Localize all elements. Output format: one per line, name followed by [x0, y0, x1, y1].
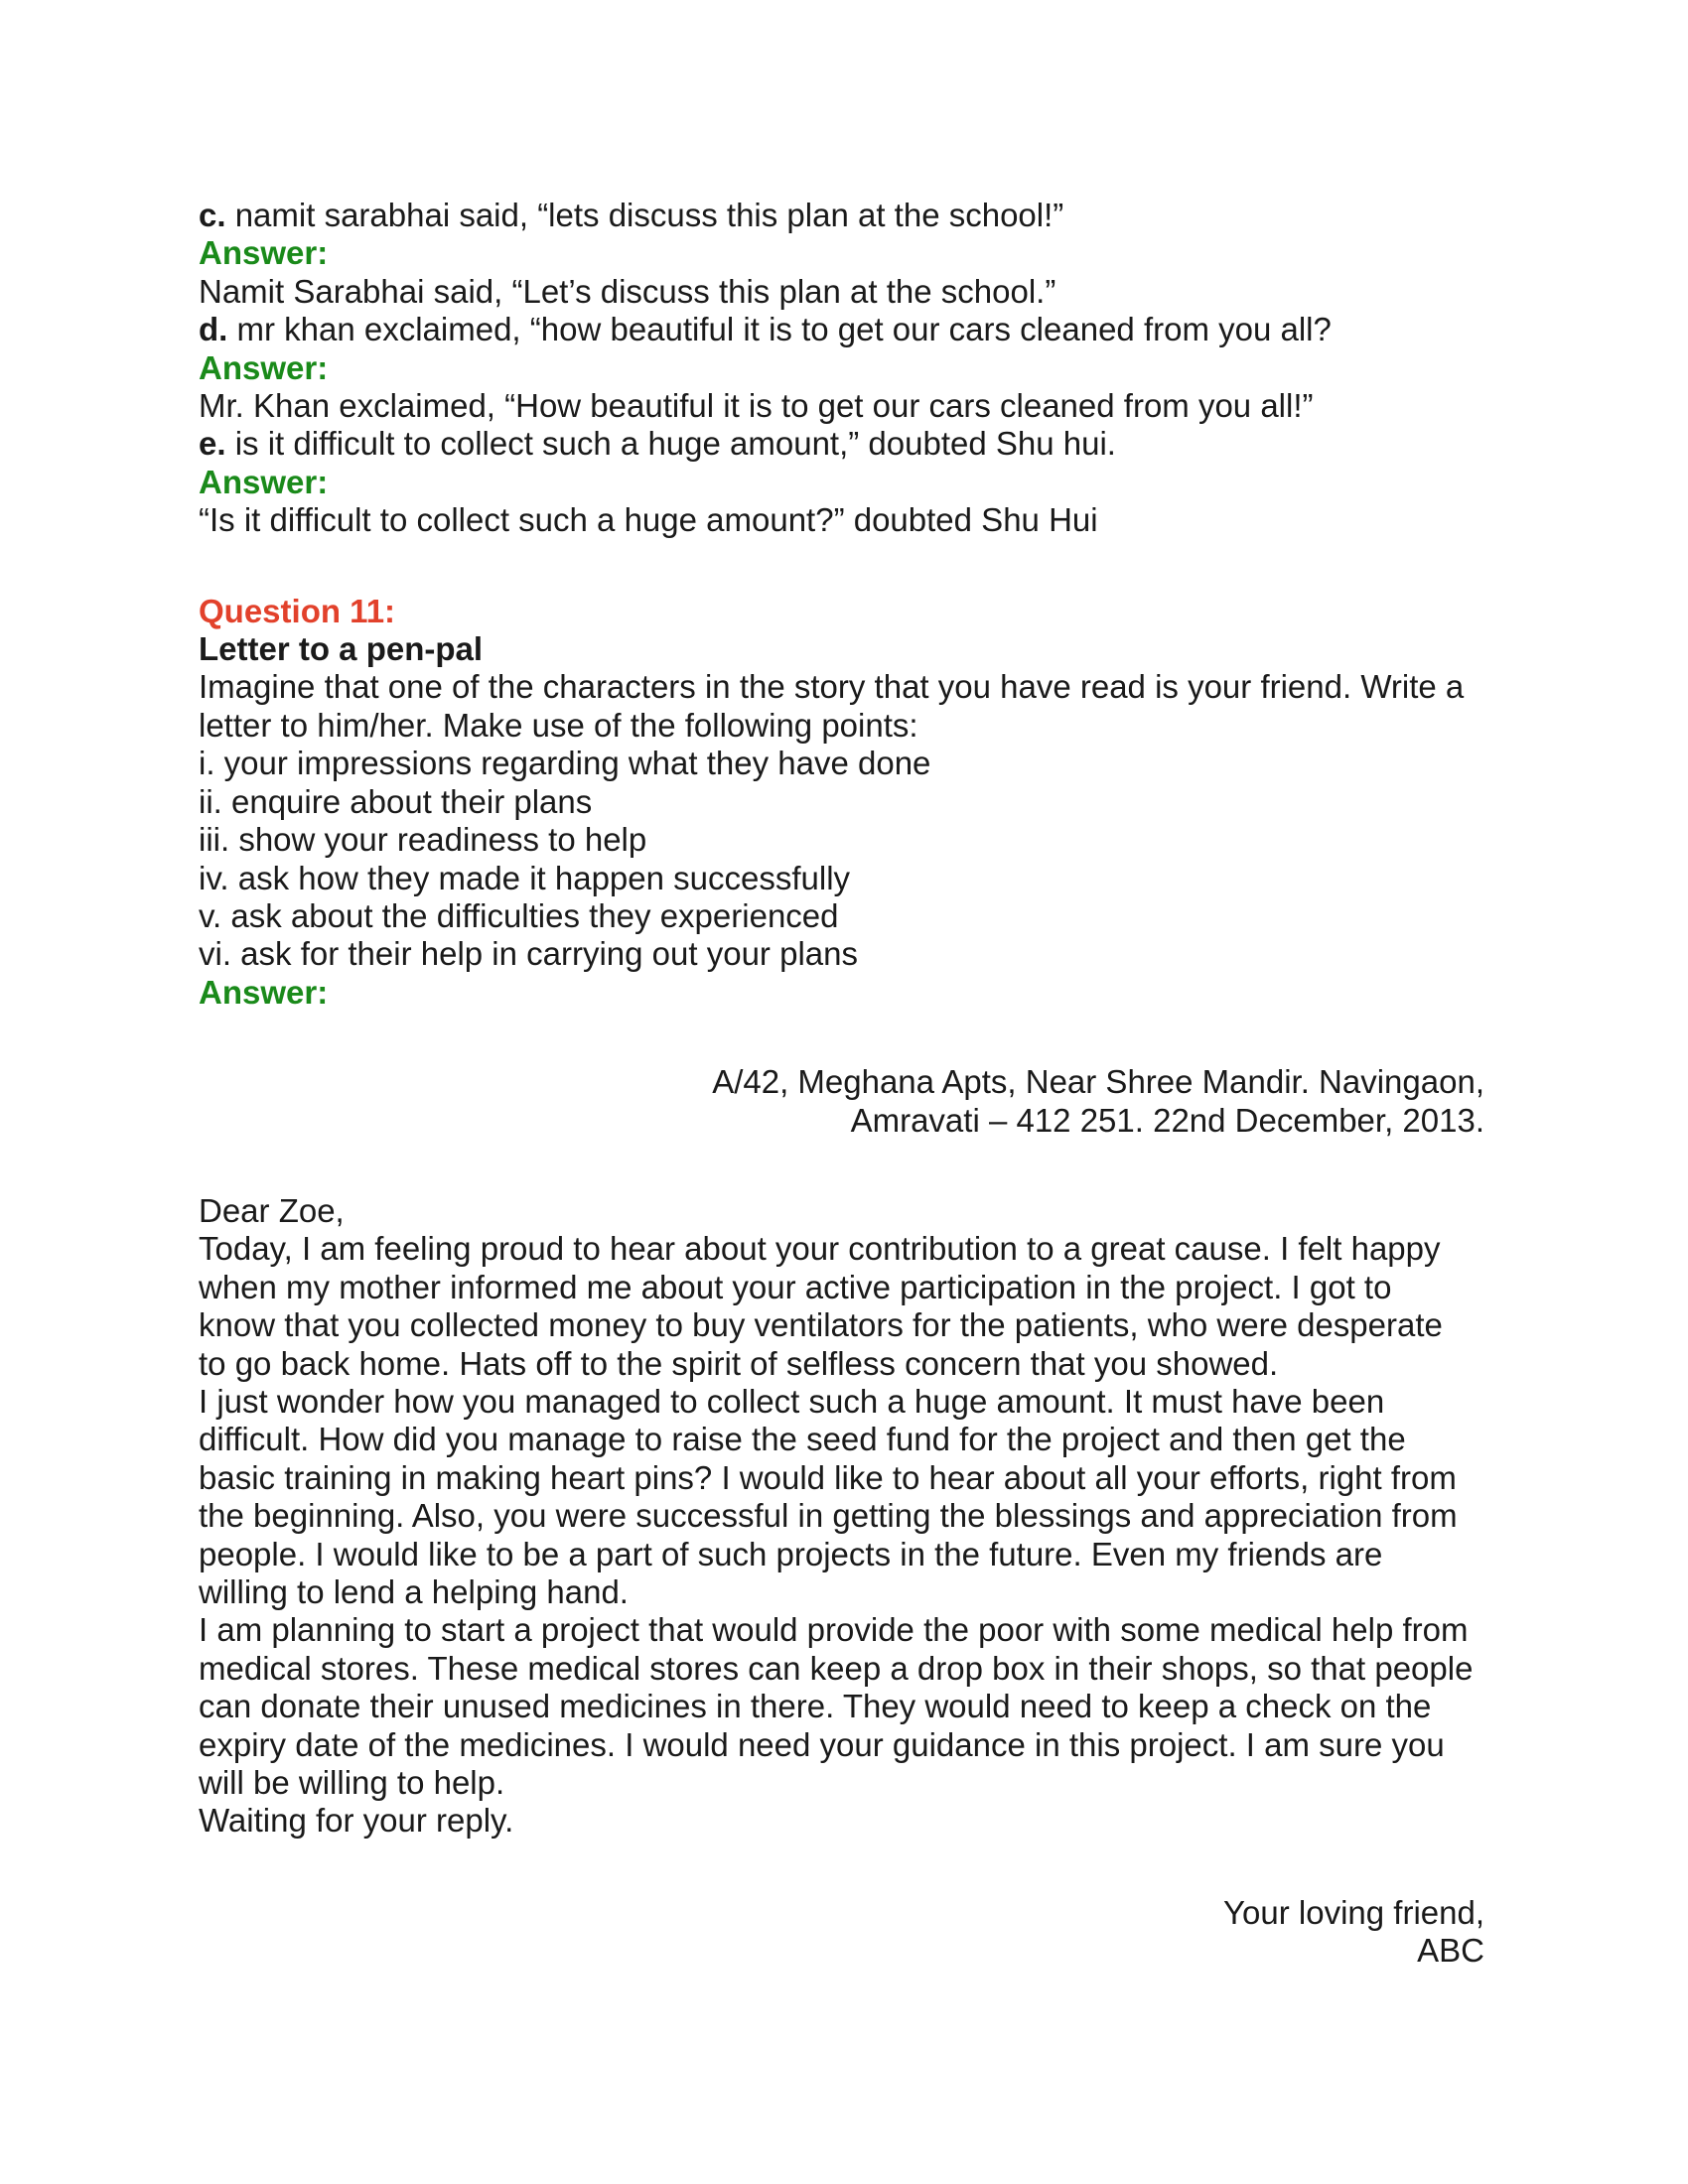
letter-address-line: A/42, Meghana Apts, Near Shree Mandir. Navingaon,	[712, 1063, 1484, 1101]
letter-body-line: I am planning to start a project that would provide the poor with some medical help from	[199, 1611, 1469, 1649]
question-point: i. your impressions regarding what they have done	[199, 745, 931, 782]
question-heading: Question 11:	[199, 592, 396, 629]
exercise-item-d	[199, 311, 1484, 348]
item-answer: “Is it difficult to collect such a huge amount?” doubted Shu Hui	[199, 501, 1098, 539]
letter-signature: ABC	[1417, 1932, 1484, 1970]
letter-salutation: Dear Zoe,	[199, 1191, 345, 1229]
exercise-item-e	[199, 425, 1484, 463]
letter-body-line: when my mother informed me about your active participation in the project. I got to	[199, 1268, 1392, 1305]
letter-body-line: will be willing to help.	[199, 1764, 505, 1802]
letter-body-line: Waiting for your reply.	[199, 1802, 514, 1840]
document-page	[199, 197, 1484, 1971]
letter-closing: Your loving friend,	[1223, 1893, 1484, 1931]
exercise-item-c	[199, 197, 1484, 234]
letter-address-line: Amravati – 412 251. 22nd December, 2013.	[850, 1101, 1484, 1139]
answer-label: Answer:	[199, 234, 329, 272]
letter-body-line: the beginning. Also, you were successful in getting the blessings and appreciation from	[199, 1497, 1458, 1535]
question-point: vi. ask for their help in carrying out your plans	[199, 935, 858, 973]
letter-body-line: to go back home. Hats off to the spirit of selfless concern that you showed.	[199, 1344, 1279, 1382]
item-letter: c.	[199, 197, 226, 233]
letter-body-line: Today, I am feeling proud to hear about your contribution to a great cause. I felt happy	[199, 1230, 1441, 1268]
question-point: iii. show your readiness to help	[199, 821, 647, 859]
item-question: mr khan exclaimed, “how beautiful it is to get our cars cleaned from you all?	[227, 311, 1332, 348]
letter-body-line: difficult. How did you manage to raise the seed fund for the project and then get the	[199, 1421, 1406, 1458]
letter-body-line: can donate their unused medicines in there. They would need to keep a check on the	[199, 1688, 1432, 1725]
answer-label: Answer:	[199, 348, 329, 386]
letter-body-line: I just wonder how you managed to collect such a huge amount. It must have been	[199, 1382, 1385, 1420]
answer-label: Answer:	[199, 973, 329, 1011]
letter-body-line: medical stores. These medical stores can keep a drop box in their shops, so that people	[199, 1649, 1474, 1687]
item-letter: d.	[199, 311, 228, 348]
spacer	[199, 1012, 1484, 1063]
item-answer: Namit Sarabhai said, “Let’s discuss this plan at the school.”	[199, 272, 1056, 310]
letter-body-line: people. I would like to be a part of such projects in the future. Even my friends are	[199, 1535, 1383, 1572]
question-prompt-line: Imagine that one of the characters in the story that you have read is your friend. Write a	[199, 668, 1465, 706]
letter-body-line: expiry date of the medicines. I would need your guidance in this project. I am sure you	[199, 1725, 1445, 1763]
item-letter: e.	[199, 425, 226, 463]
item-question: namit sarabhai said, “lets discuss this plan at the school!”	[225, 197, 1064, 233]
question-point: v. ask about the difficulties they experienced	[199, 896, 839, 934]
spacer	[199, 1140, 1484, 1192]
question-point: iv. ask how they made it happen successfully	[199, 859, 851, 896]
spacer	[199, 1841, 1484, 1894]
item-question: is it difficult to collect such a huge amount,” doubted Shu hui.	[225, 425, 1116, 463]
item-answer: Mr. Khan exclaimed, “How beautiful it is to get our cars cleaned from you all!”	[199, 387, 1314, 425]
letter-body-line: basic training in making heart pins? I would like to hear about all your efforts, right from	[199, 1458, 1457, 1496]
letter-body-line: know that you collected money to buy ventilators for the patients, who were desperate	[199, 1306, 1443, 1344]
answer-label: Answer:	[199, 463, 329, 500]
question-prompt-line: letter to him/her. Make use of the following points:	[199, 706, 918, 744]
letter-body-line: willing to lend a helping hand.	[199, 1573, 629, 1610]
question-title: Letter to a pen-pal	[199, 630, 484, 668]
question-point: ii. enquire about their plans	[199, 782, 593, 820]
spacer	[199, 540, 1484, 593]
